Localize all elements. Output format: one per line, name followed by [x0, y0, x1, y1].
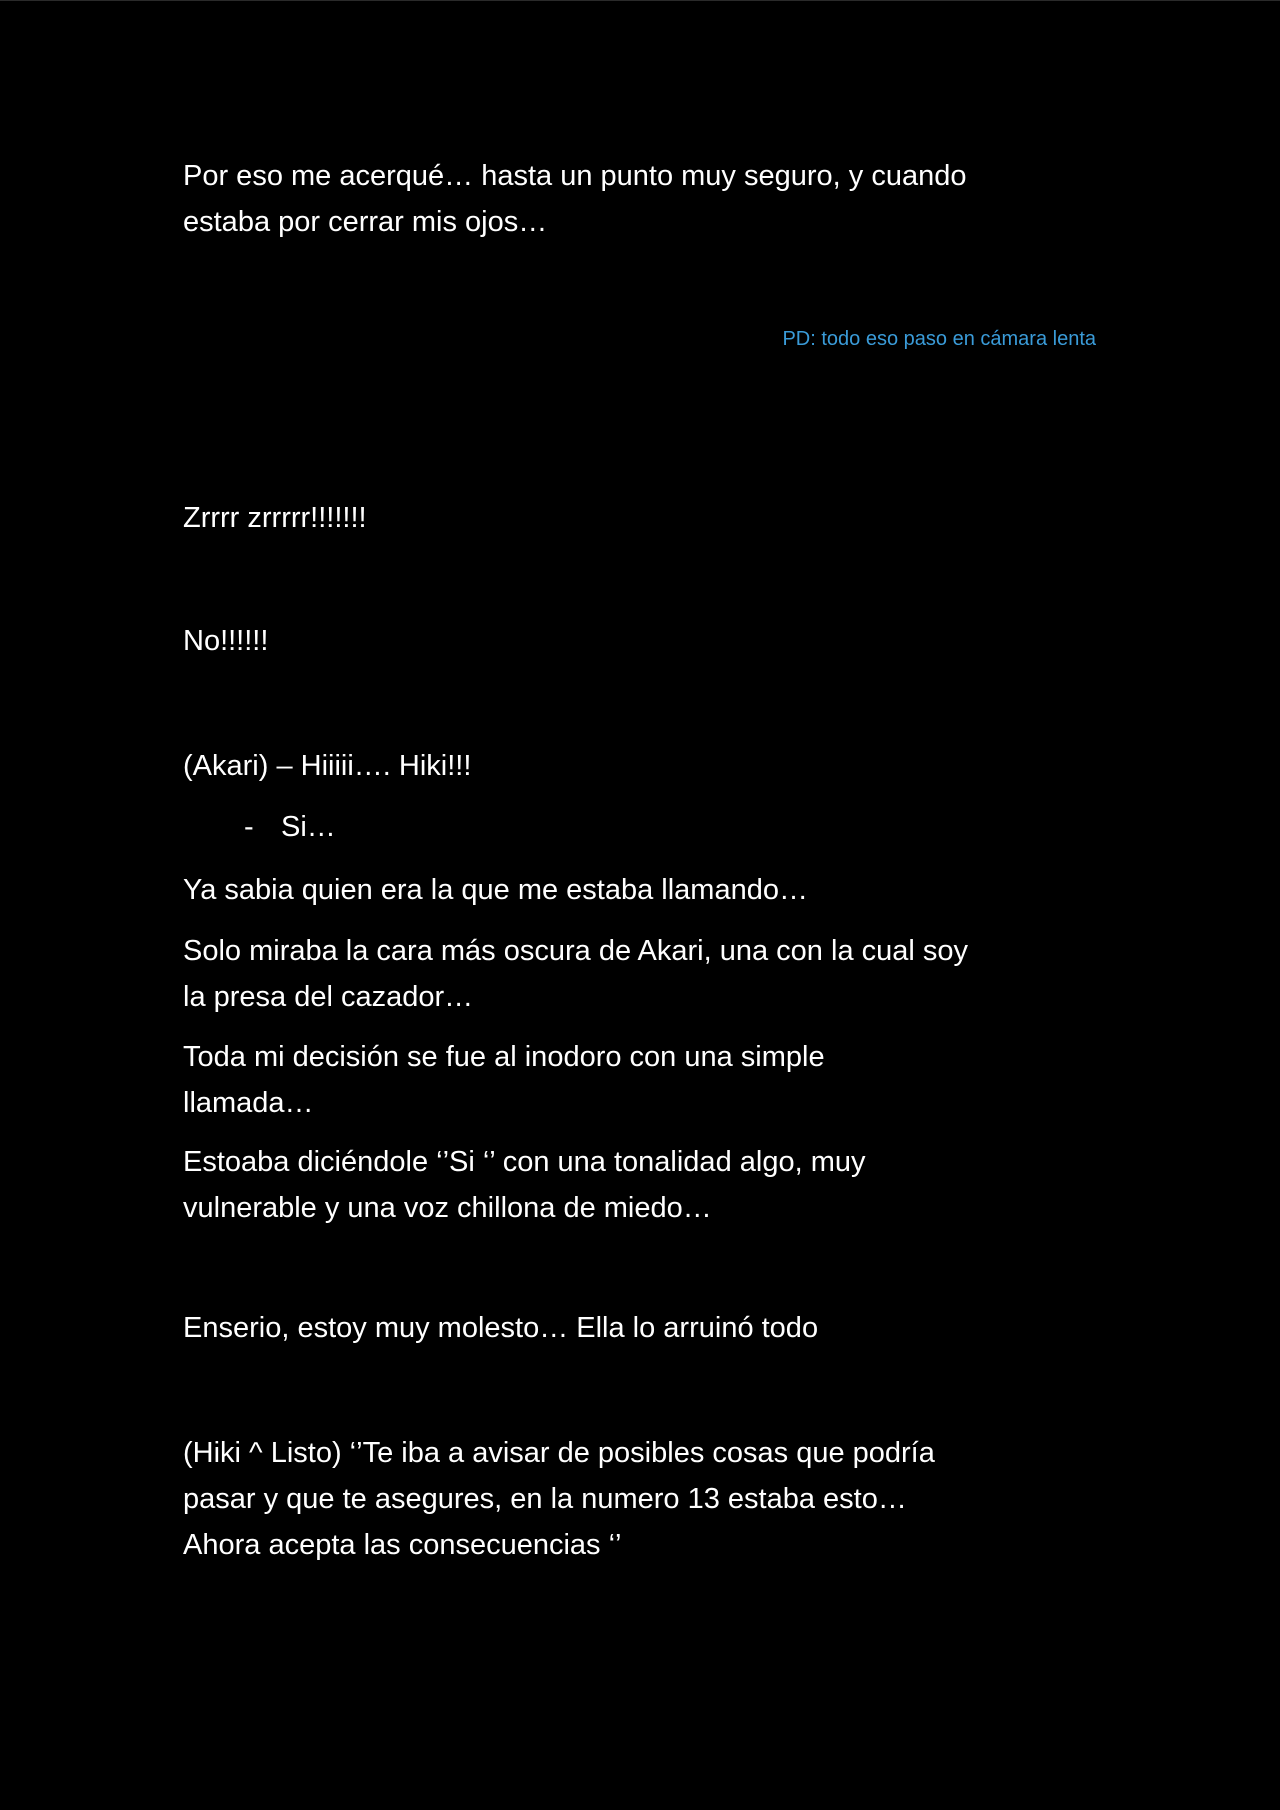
- paragraph-warning-line-2: pasar y que te asegures, en la numero 13 estaba esto…: [183, 1483, 907, 1515]
- paragraph-decision-line-2: llamada…: [183, 1087, 314, 1119]
- bullet-item: [244, 804, 336, 850]
- paragraph-warning-line-1: (Hiki ^ Listo) ‘’Te iba a avisar de posibles cosas que podría: [183, 1437, 935, 1469]
- paragraph-akari-face-line-1: Solo miraba la cara más oscura de Akari, una con la cual soy: [183, 935, 969, 967]
- bullet-marker: -: [244, 811, 254, 843]
- paragraph-decision-line-1: Toda mi decisión se fue al inodoro con una simple: [183, 1041, 825, 1073]
- paragraph-1-line-2: estaba por cerrar mis ojos…: [183, 206, 548, 238]
- paragraph-akari-face-line-2: la presa del cazador…: [183, 981, 474, 1013]
- paragraph-realization: Ya sabia quien era la que me estaba llamando…: [183, 874, 808, 906]
- bullet-text: Si…: [281, 811, 336, 843]
- paragraph-voice-line-1: Estoaba diciéndole ‘’Si ‘’ con una tonalidad algo, muy: [183, 1146, 866, 1178]
- paragraph-akari-call: (Akari) – Hiiiii…. Hiki!!!: [183, 750, 472, 782]
- paragraph-annoyed: Enserio, estoy muy molesto… Ella lo arruinó todo: [183, 1312, 819, 1344]
- paragraph-exclamation: No!!!!!!: [183, 625, 269, 657]
- paragraph-voice-line-2: vulnerable y una voz chillona de miedo…: [183, 1192, 712, 1224]
- paragraph-sound-effect: Zrrrr zrrrrr!!!!!!!: [183, 502, 367, 534]
- paragraph-1-line-1: Por eso me acerqué… hasta un punto muy seguro, y cuando: [183, 160, 967, 192]
- footnote-text: PD: todo eso paso en cámara lenta: [782, 328, 1096, 350]
- paragraph-warning-line-3: Ahora acepta las consecuencias ‘’: [183, 1529, 622, 1561]
